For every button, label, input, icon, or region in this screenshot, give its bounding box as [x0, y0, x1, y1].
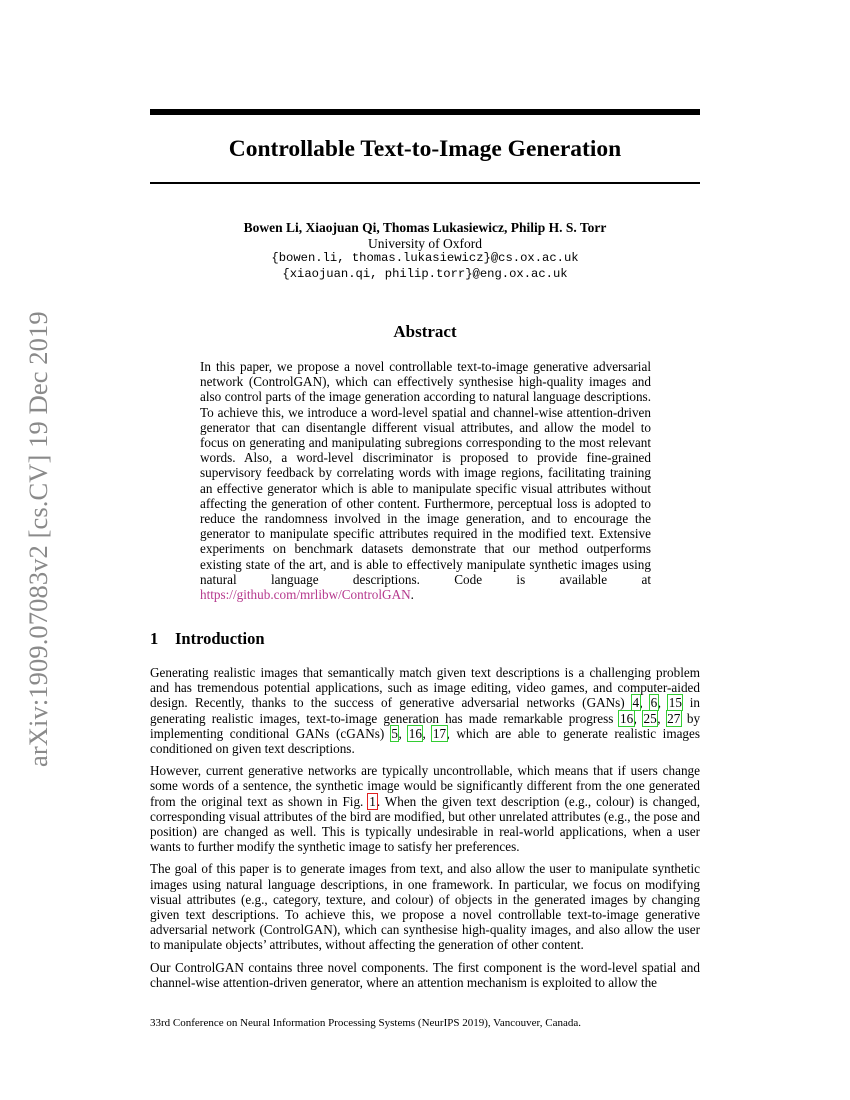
citation-link[interactable]: 16 — [619, 710, 634, 726]
p1-text-d: , which are able to generate realistic images conditioned on given text descriptions. — [150, 725, 701, 757]
abstract-end: . — [410, 587, 414, 603]
author-email-1: {bowen.li, thomas.lukasiewicz}@cs.ox.ac.uk — [271, 251, 579, 265]
introduction-body — [150, 665, 700, 997]
paragraph-3: The goal of this paper is to generate images from text, and also allow the user to manipulate synthetic images using natural language descriptions, in one framework. In particular, we focus on modifying visual attributes (e.g., category, texture, and colour) of objects in the generated images by changing given text descriptions. To achieve this, we propose a novel controllable text-to-image generative adversarial network (ControlGAN), which can synthesise high-quality images, and also allow the user to manipulate objects’ attributes, without affecting the generation of other content. — [150, 861, 700, 953]
section-heading-introduction — [150, 628, 265, 650]
author-names: Bowen Li, Xiaojuan Qi, Thomas Lukasiewicz, Philip H. S. Torr — [243, 220, 607, 235]
citation-link[interactable]: 4 — [632, 695, 640, 711]
section-title: Introduction — [175, 629, 265, 648]
cite-group-1: 4, 6, 15 — [632, 695, 682, 711]
figure-reference-link[interactable]: 1 — [369, 793, 376, 809]
paragraph-4: Our ControlGAN contains three novel components. The first component is the word-level spatial and channel-wise attention-driven generator, where an attention mechanism is exploited to allow the — [150, 959, 700, 990]
paragraph-1 — [150, 665, 700, 756]
citation-link[interactable]: 27 — [667, 710, 681, 726]
author-email-2: {xiaojuan.qi, philip.torr}@eng.ox.ac.uk — [282, 266, 568, 281]
citation-link[interactable]: 17 — [432, 725, 447, 741]
p2-text-b: . When the given text description (e.g., colour) is changed, corresponding visual attributes of the bird are modified, but other unrelated attributes (e.g., the pose and position) are changed as well. This is typically undesirable in real-world applications, when a user wants to further modify the synthetic image to satisfy her preferences. — [150, 793, 701, 855]
citation-link[interactable]: 25 — [643, 710, 657, 726]
paper-title: Controllable Text-to-Image Generation — [228, 136, 622, 162]
paragraph-2 — [150, 763, 700, 854]
affiliation: University of Oxford — [368, 235, 482, 251]
cite-group-3: 5, 16, 17 — [391, 725, 447, 741]
citation-link[interactable]: 5 — [391, 725, 398, 741]
code-link[interactable]: https://github.com/mrlibw/ControlGAN — [200, 587, 411, 603]
title-top-rule — [150, 109, 700, 115]
arxiv-identifier: arXiv:1909.07083v2 [cs.CV] 19 Dec 2019 — [23, 311, 53, 767]
citation-link[interactable]: 15 — [668, 695, 682, 711]
citation-link[interactable]: 6 — [650, 695, 658, 711]
p2-text-a: However, current generative networks are typically uncontrollable, which means that if users change some words of a sentence, the synthetic image would be significantly different from the one generated from the original text as shown in Fig. — [150, 763, 700, 809]
p1-text-a: Generating realistic images that semantically match given text descriptions is a challenging problem and has tremendous potential applications, such as image editing, video games, and computer-aided design. Recently, thanks to the success of generative adversarial networks (GANs) — [150, 665, 700, 711]
citation-link[interactable]: 16 — [408, 725, 422, 741]
abstract-body: In this paper, we propose a novel controllable text-to-image generative adversarial network (ControlGAN), which can effectively synthesise high-quality images and also control parts of the image generation according to natural language descriptions. To achieve this, we introduce a word-level spatial and channel-wise attention-driven generator that can disentangle different visual attributes, and allow the model to focus on generating and manipulating subregions corresponding to the most relevant words. Also, a word-level discriminator is proposed to provide fine-grained supervisory feedback by correlating words with image regions, facilitating training an effective generator which is able to manipulate specific visual attributes without affecting the generation of other content. Furthermore, perceptual loss is adopted to reduce the randomness involved in the image generation, and to encourage the generator to manipulate specific attributes required in the modified text. Extensive experiments on benchmark datasets demonstrate that our method outperforms existing state of the art, and is able to effectively manipulate synthetic images using natural language descriptions. Code is available at — [200, 359, 651, 587]
conference-footnote: 33rd Conference on Neural Information Processing Systems (NeurIPS 2019), Vancouver, Canada. — [150, 1017, 582, 1029]
p1-text-b: in generating realistic images, text-to-image generation has made remarkable progress — [150, 695, 701, 726]
author-block — [150, 220, 700, 282]
p1-text-c: by implementing conditional GANs (cGANs) — [150, 710, 701, 741]
abstract-heading: Abstract — [393, 322, 457, 341]
cite-group-2: 16, 25, 27 — [619, 710, 681, 726]
title-bottom-rule — [150, 182, 700, 184]
abstract-text — [200, 359, 651, 602]
section-number: 1 — [150, 629, 159, 648]
